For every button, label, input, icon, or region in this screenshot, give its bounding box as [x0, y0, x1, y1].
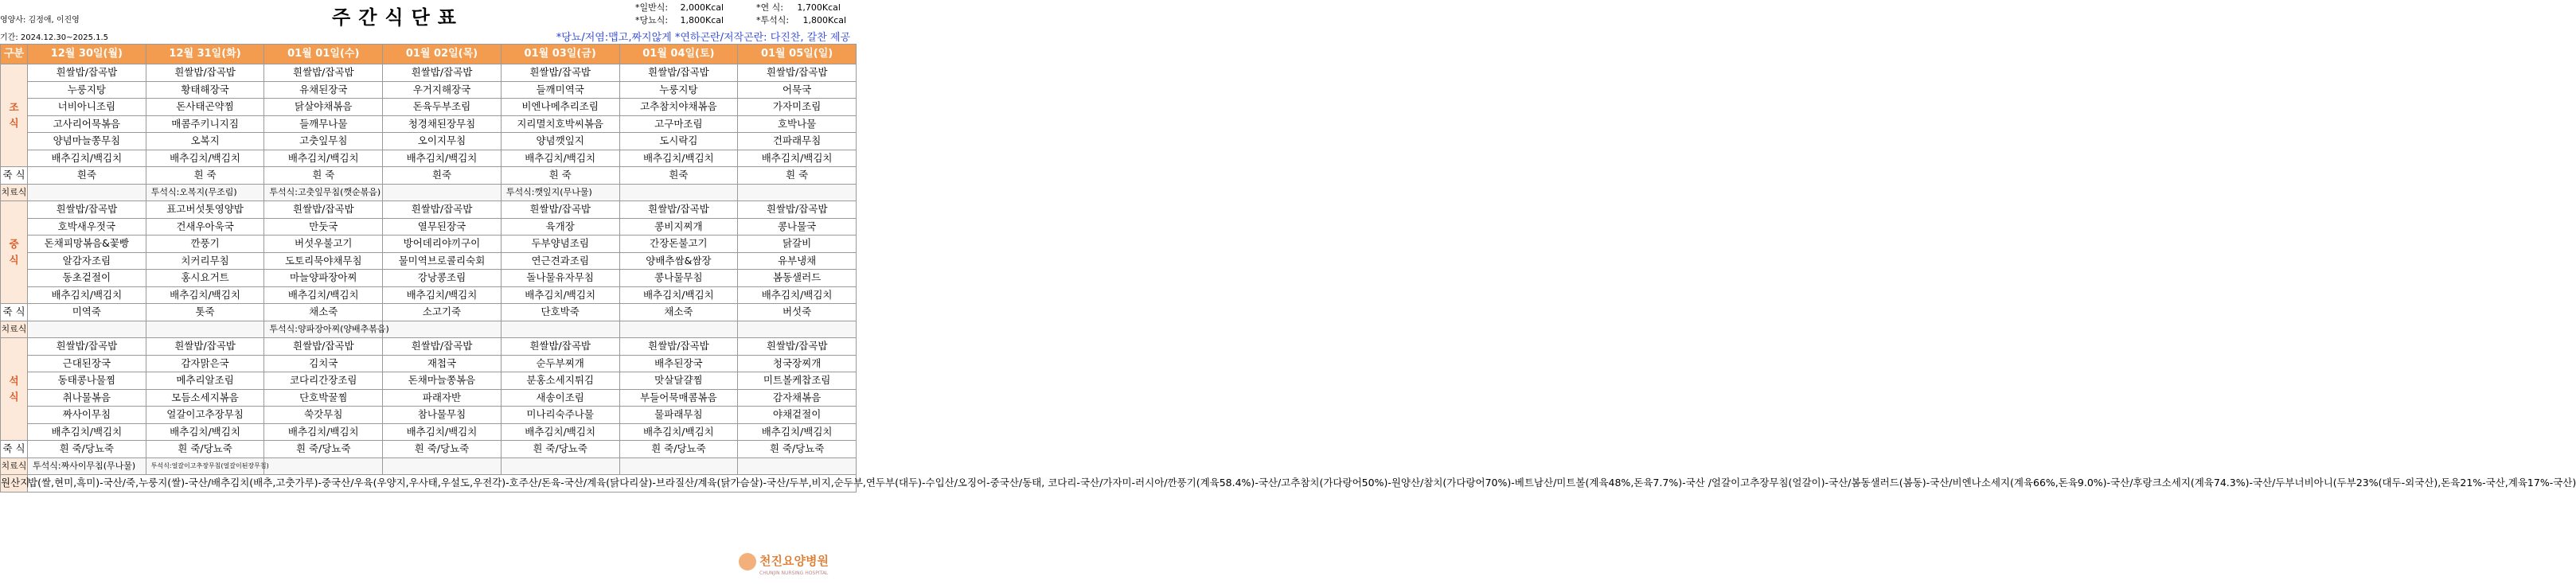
therapy-label: 치료식 — [1, 457, 28, 475]
menu-cell: 배추김치/백김치 — [28, 150, 146, 167]
menu-cell: 연근견과조림 — [501, 252, 619, 270]
menu-cell: 지리멸치호박씨볶음 — [501, 115, 619, 133]
menu-cell: 돌나물유자무침 — [501, 270, 619, 287]
menu-cell: 배추김치/백김치 — [501, 286, 619, 304]
menu-row — [1, 218, 857, 236]
therapy-cell — [619, 321, 738, 338]
menu-cell: 감자맑은국 — [146, 355, 264, 372]
menu-cell: 마늘양파장아찌 — [264, 270, 383, 287]
porridge-cell: 흰 죽/당뇨죽 — [383, 441, 502, 458]
menu-row — [1, 270, 857, 287]
menu-cell: 흰쌀밥/잡곡밥 — [738, 64, 857, 82]
menu-cell: 쑥갓무침 — [264, 407, 383, 424]
menu-cell: 도시락김 — [619, 133, 738, 150]
menu-cell: 방어데리야끼구이 — [383, 236, 502, 253]
menu-cell: 배추김치/백김치 — [146, 286, 264, 304]
porridge-cell: 흰 죽 — [501, 167, 619, 185]
dinner-label: 석 식 — [1, 338, 28, 441]
menu-cell: 흰쌀밥/잡곡밥 — [619, 64, 738, 82]
menu-cell: 코다리간장조림 — [264, 372, 383, 390]
day-header: 01월 02일(목) — [383, 45, 502, 64]
menu-cell: 동태콩나물찜 — [28, 372, 146, 390]
therapy-cell — [383, 321, 502, 338]
porridge-cell: 흰 죽/당뇨죽 — [28, 441, 146, 458]
therapy-cell — [146, 321, 264, 338]
nutritionist-names: 영양사: 김정애, 이진영 — [0, 16, 80, 25]
menu-cell: 건파래무침 — [738, 133, 857, 150]
therapy-label: 치료식 — [1, 184, 28, 201]
menu-cell: 돈채마늘쫑볶음 — [383, 372, 502, 390]
menu-row — [1, 355, 857, 372]
menu-cell: 배추김치/백김치 — [619, 150, 738, 167]
header — [0, 0, 857, 43]
page-title: 주간식단표 — [332, 6, 464, 29]
menu-cell: 단호박꿀찜 — [264, 389, 383, 407]
menu-cell: 배추김치/백김치 — [146, 150, 264, 167]
porridge-cell: 버섯죽 — [738, 304, 857, 321]
therapy-label: 치료식 — [1, 321, 28, 338]
porridge-cell: 흰 죽/당뇨죽 — [501, 441, 619, 458]
menu-cell: 미트볼케찹조림 — [738, 372, 857, 390]
origin-text: 밥(쌀,현미,흑미)-국산/죽,누룽지(쌀)-국산/배추김치(배추,고춧가루)-중국산/우육(우양지,우사태,우설도,우전각)-호주산/돈육-국산/계육(닭다리살)-브라질산/계육(닭가슴살)-국산/두부,비지,순두부,연두부(대두)-수입산/오징어-중국산/동태, 코다리-국산/가자미-러시아/깐풍기(계육58.4%)-국산/고추참치(가다랑어50%)-원양산/참치(가다랑어70%)-베트남산/미트볼(계육48%,돈육7.7%)-국산 /얼갈이고추장무침(얼갈이)-국산/봄동샐러드(봄동)-국산/비엔나소세지(계육66%,돈육9.0%)-국산/후랑크소세지(계육74.3%)-국산/두부너비아니(두부23%(대두-외국산),돈육21%-국산,계육17%-국산) — [28, 475, 857, 493]
therapy-cell — [264, 457, 383, 475]
therapy-cell: 투석식:깻잎지(무나물) — [501, 184, 619, 201]
menu-cell: 배추김치/백김치 — [501, 150, 619, 167]
porridge-cell: 흰죽 — [619, 167, 738, 185]
porridge-cell: 소고기죽 — [383, 304, 502, 321]
menu-cell: 버섯우불고기 — [264, 236, 383, 253]
menu-cell: 홍시요거트 — [146, 270, 264, 287]
menu-cell: 매콤주키니지짐 — [146, 115, 264, 133]
therapy-row — [1, 184, 857, 201]
porridge-label: 죽 식 — [1, 167, 28, 185]
menu-cell: 미나리숙주나물 — [501, 407, 619, 424]
menu-cell: 청국장찌개 — [738, 355, 857, 372]
therapy-cell — [738, 457, 857, 475]
menu-cell: 흰쌀밥/잡곡밥 — [383, 64, 502, 82]
menu-row — [1, 236, 857, 253]
therapy-cell: 투석식:양파장아찌(양배추볶음) — [264, 321, 383, 338]
therapy-cell — [28, 321, 146, 338]
menu-cell: 흰쌀밥/잡곡밥 — [501, 64, 619, 82]
menu-cell: 배추김치/백김치 — [264, 150, 383, 167]
menu-row — [1, 115, 857, 133]
day-header: 01월 05일(일) — [738, 45, 857, 64]
porridge-label: 죽 식 — [1, 441, 28, 458]
menu-cell: 양념깻잎지 — [501, 133, 619, 150]
day-header: 01월 04일(토) — [619, 45, 738, 64]
menu-cell: 배추김치/백김치 — [264, 423, 383, 441]
porridge-cell: 흰 죽 — [146, 167, 264, 185]
menu-cell: 고사리어묵볶음 — [28, 115, 146, 133]
menu-cell: 재첩국 — [383, 355, 502, 372]
menu-cell: 흰쌀밥/잡곡밥 — [264, 201, 383, 219]
menu-cell: 배추김치/백김치 — [383, 286, 502, 304]
porridge-cell: 톳죽 — [146, 304, 264, 321]
menu-cell: 표고버섯톳영양밥 — [146, 201, 264, 219]
menu-cell: 흰쌀밥/잡곡밥 — [383, 338, 502, 356]
porridge-row — [1, 304, 857, 321]
hospital-logo: 천진요양병원 CHUNJIN NURSING HOSPITAL — [739, 552, 829, 576]
menu-cell: 흰쌀밥/잡곡밥 — [619, 338, 738, 356]
menu-cell: 메추리알조림 — [146, 372, 264, 390]
menu-cell: 두부양념조림 — [501, 236, 619, 253]
porridge-row — [1, 441, 857, 458]
tree-logo-icon — [739, 553, 756, 570]
weekly-menu-table — [0, 44, 2576, 493]
porridge-cell: 흰 죽/당뇨죽 — [146, 441, 264, 458]
menu-cell: 콩나물무침 — [619, 270, 738, 287]
breakfast-label: 조 식 — [1, 64, 28, 167]
menu-row — [1, 201, 857, 219]
porridge-cell: 흰 죽 — [264, 167, 383, 185]
lunch-label: 중 식 — [1, 201, 28, 304]
menu-cell: 흰쌀밥/잡곡밥 — [28, 64, 146, 82]
menu-row — [1, 286, 857, 304]
menu-cell: 흰쌀밥/잡곡밥 — [146, 64, 264, 82]
kcal-regular: *일반식: 2,000Kcal — [635, 2, 724, 13]
menu-cell: 물파래무침 — [619, 407, 738, 424]
menu-cell: 오복지 — [146, 133, 264, 150]
menu-cell: 너비아니조림 — [28, 99, 146, 116]
day-header-row — [1, 45, 857, 64]
menu-cell: 파래자반 — [383, 389, 502, 407]
therapy-cell — [619, 457, 738, 475]
menu-cell: 어묵국 — [738, 81, 857, 99]
menu-cell: 배추김치/백김치 — [383, 150, 502, 167]
menu-cell: 취나물볶음 — [28, 389, 146, 407]
menu-row — [1, 338, 857, 356]
day-header: 12월 31일(화) — [146, 45, 264, 64]
porridge-cell: 흰 죽/당뇨죽 — [738, 441, 857, 458]
therapy-cell — [738, 321, 857, 338]
porridge-cell: 단호박죽 — [501, 304, 619, 321]
menu-cell: 누룽지탕 — [619, 81, 738, 99]
menu-cell: 흰쌀밥/잡곡밥 — [738, 201, 857, 219]
porridge-label: 죽 식 — [1, 304, 28, 321]
menu-cell: 고춧잎무침 — [264, 133, 383, 150]
menu-cell: 양념마늘쫑무침 — [28, 133, 146, 150]
therapy-cell — [383, 457, 502, 475]
menu-cell: 호박나물 — [738, 115, 857, 133]
menu-cell: 배추된장국 — [619, 355, 738, 372]
menu-cell: 건새우아욱국 — [146, 218, 264, 236]
menu-cell: 양배추쌈&쌈장 — [619, 252, 738, 270]
menu-cell: 새송이조림 — [501, 389, 619, 407]
menu-cell: 만둣국 — [264, 218, 383, 236]
menu-cell: 참나물무침 — [383, 407, 502, 424]
menu-cell: 청경채된장무침 — [383, 115, 502, 133]
therapy-cell — [501, 321, 619, 338]
menu-cell: 깐풍기 — [146, 236, 264, 253]
menu-cell: 오이지무침 — [383, 133, 502, 150]
therapy-row — [1, 457, 857, 475]
menu-cell: 김치국 — [264, 355, 383, 372]
menu-cell: 들깨무나물 — [264, 115, 383, 133]
menu-cell: 흰쌀밥/잡곡밥 — [619, 201, 738, 219]
therapy-cell: 투석식:얼갈이고추장무침(얼갈이된장무침) — [146, 457, 264, 475]
menu-row — [1, 407, 857, 424]
porridge-cell: 흰죽 — [28, 167, 146, 185]
menu-cell: 돈사태곤약찜 — [146, 99, 264, 116]
porridge-cell: 미역죽 — [28, 304, 146, 321]
menu-row — [1, 372, 857, 390]
menu-cell: 야채겉절이 — [738, 407, 857, 424]
therapy-cell: 투석식:오복지(무조림) — [146, 184, 264, 201]
menu-cell: 배추김치/백김치 — [28, 423, 146, 441]
menu-cell: 배추김치/백김치 — [264, 286, 383, 304]
porridge-row — [1, 167, 857, 185]
menu-cell: 배추김치/백김치 — [146, 423, 264, 441]
menu-row — [1, 81, 857, 99]
menu-row — [1, 99, 857, 116]
menu-cell: 도토리묵야채무침 — [264, 252, 383, 270]
therapy-cell — [738, 184, 857, 201]
menu-cell: 비엔나메추리조림 — [501, 99, 619, 116]
menu-row — [1, 389, 857, 407]
menu-cell: 순두부찌개 — [501, 355, 619, 372]
menu-body — [1, 64, 2576, 493]
kcal-soft: *연 식: 1,700Kcal — [756, 2, 841, 13]
menu-cell: 흰쌀밥/잡곡밥 — [28, 201, 146, 219]
menu-cell: 콩비지찌개 — [619, 218, 738, 236]
porridge-cell: 흰 죽 — [738, 167, 857, 185]
menu-row — [1, 423, 857, 441]
menu-cell: 흰쌀밥/잡곡밥 — [28, 338, 146, 356]
menu-cell: 흰쌀밥/잡곡밥 — [501, 338, 619, 356]
menu-cell: 닭살야채볶음 — [264, 99, 383, 116]
menu-cell: 유부냉채 — [738, 252, 857, 270]
menu-cell: 배추김치/백김치 — [501, 423, 619, 441]
therapy-row — [1, 321, 857, 338]
kcal-diabetic: *당뇨식: 1,800Kcal — [635, 15, 724, 25]
menu-cell: 모듬소세지볶음 — [146, 389, 264, 407]
menu-cell: 흰쌀밥/잡곡밥 — [383, 201, 502, 219]
menu-cell: 누룽지탕 — [28, 81, 146, 99]
menu-cell: 우거지해장국 — [383, 81, 502, 99]
menu-period: 기간: 2024.12.30~2025.1.5 — [0, 33, 109, 42]
porridge-cell: 흰죽 — [383, 167, 502, 185]
menu-cell: 흰쌀밥/잡곡밥 — [738, 338, 857, 356]
diet-notice: *당뇨/저염:맵고,짜지않게 *연하곤란/저작곤란: 다진찬, 갈찬 제공 — [556, 32, 850, 44]
day-header: 01월 03일(금) — [501, 45, 619, 64]
menu-cell: 분홍소세지튀김 — [501, 372, 619, 390]
menu-cell: 알감자조림 — [28, 252, 146, 270]
menu-cell: 물미역브로콜리숙회 — [383, 252, 502, 270]
menu-row — [1, 252, 857, 270]
menu-cell: 동초겉절이 — [28, 270, 146, 287]
menu-cell: 간장돈불고기 — [619, 236, 738, 253]
menu-cell: 맛살달걀찜 — [619, 372, 738, 390]
menu-cell: 가자미조림 — [738, 99, 857, 116]
menu-cell: 배추김치/백김치 — [619, 423, 738, 441]
menu-cell: 배추김치/백김치 — [738, 423, 857, 441]
menu-cell: 콩나물국 — [738, 218, 857, 236]
menu-cell: 배추김치/백김치 — [383, 423, 502, 441]
menu-cell: 돈육두부조림 — [383, 99, 502, 116]
porridge-cell: 흰 죽/당뇨죽 — [264, 441, 383, 458]
day-header: 12월 30일(월) — [28, 45, 146, 64]
menu-cell: 고추참치야채볶음 — [619, 99, 738, 116]
therapy-cell — [383, 184, 502, 201]
origin-label: 원산지 — [1, 475, 28, 493]
menu-cell: 열무된장국 — [383, 218, 502, 236]
menu-cell: 근대된장국 — [28, 355, 146, 372]
menu-cell: 감자채볶음 — [738, 389, 857, 407]
menu-cell: 강낭콩조림 — [383, 270, 502, 287]
menu-row — [1, 133, 857, 150]
menu-cell: 부들어묵매콤볶음 — [619, 389, 738, 407]
menu-cell: 흰쌀밥/잡곡밥 — [264, 64, 383, 82]
menu-cell: 봄동샐러드 — [738, 270, 857, 287]
menu-cell: 유채된장국 — [264, 81, 383, 99]
porridge-cell: 채소죽 — [619, 304, 738, 321]
porridge-cell: 흰 죽/당뇨죽 — [619, 441, 738, 458]
menu-cell: 얼갈이고추장무침 — [146, 407, 264, 424]
menu-cell: 흰쌀밥/잡곡밥 — [146, 338, 264, 356]
origin-row — [1, 475, 857, 493]
therapy-cell — [28, 184, 146, 201]
menu-cell: 배추김치/백김치 — [28, 286, 146, 304]
menu-cell: 배추김치/백김치 — [738, 286, 857, 304]
menu-cell: 들깨미역국 — [501, 81, 619, 99]
menu-cell: 배추김치/백김치 — [619, 286, 738, 304]
menu-row — [1, 150, 857, 167]
menu-cell: 닭갈비 — [738, 236, 857, 253]
menu-cell: 배추김치/백김치 — [738, 150, 857, 167]
kcal-dialysis: *투석식: 1,800Kcal — [756, 15, 847, 25]
therapy-cell: 투석식:짜사이무침(무나물) — [28, 457, 146, 475]
gubun-header: 구분 — [1, 45, 28, 64]
therapy-cell: 투석식:고춧잎무침(깻순볶음) — [264, 184, 383, 201]
menu-cell: 짜사이무침 — [28, 407, 146, 424]
menu-cell: 고구마조림 — [619, 115, 738, 133]
menu-cell: 호박새우젓국 — [28, 218, 146, 236]
menu-cell: 흰쌀밥/잡곡밥 — [264, 338, 383, 356]
day-header: 01월 01일(수) — [264, 45, 383, 64]
therapy-cell — [501, 457, 619, 475]
menu-cell: 황태해장국 — [146, 81, 264, 99]
menu-cell: 치커리무침 — [146, 252, 264, 270]
therapy-cell — [619, 184, 738, 201]
menu-cell: 육개장 — [501, 218, 619, 236]
menu-cell: 흰쌀밥/잡곡밥 — [501, 201, 619, 219]
menu-row — [1, 64, 857, 82]
menu-cell: 돈채피망볶음&꽃빵 — [28, 236, 146, 253]
porridge-cell: 채소죽 — [264, 304, 383, 321]
